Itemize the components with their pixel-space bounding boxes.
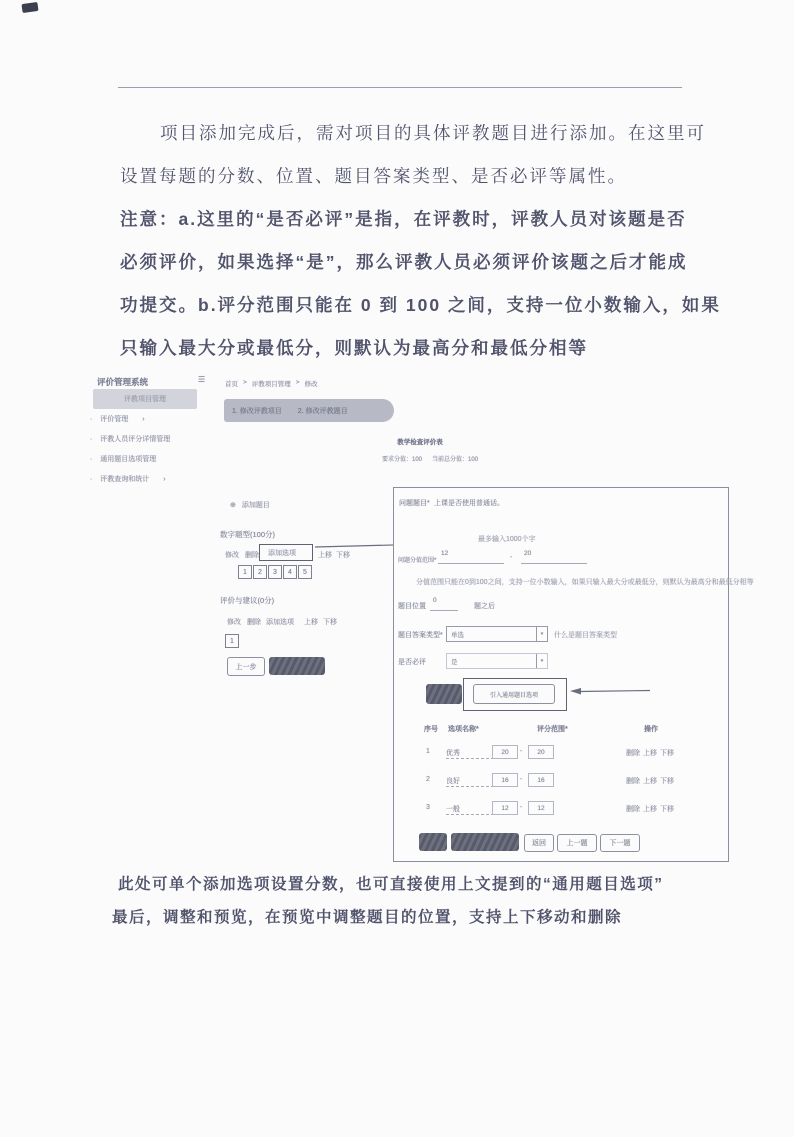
row-delete-link[interactable]: 删除 — [626, 778, 640, 785]
annotation-arrow-left — [570, 687, 652, 697]
range-dash: - — [520, 748, 523, 755]
required-score: 要求分值：100 — [382, 457, 423, 463]
note-paragraph — [120, 198, 721, 370]
answer-type-value: 单选 — [451, 631, 464, 639]
question-title-value[interactable]: 上课是否使用普通话。 — [434, 500, 504, 507]
steps-banner — [224, 399, 394, 422]
move-down-link[interactable]: 下移 — [323, 619, 337, 626]
scan-artifact — [21, 2, 38, 13]
position-label: 题目位置 — [398, 603, 426, 610]
sidebar-item-label: 评教查询和统计 — [100, 476, 150, 483]
breadcrumb-home[interactable]: 首页 — [225, 381, 238, 388]
add-option-highlight-box — [259, 544, 313, 561]
position-suffix: 题之后 — [474, 603, 495, 610]
sidebar-item-label: 评教人员评分详情管理 — [100, 436, 171, 443]
row-no: 2 — [426, 776, 430, 783]
score-summary — [382, 454, 478, 463]
previous-question-label: 上一题 — [566, 840, 588, 847]
move-up-link[interactable]: 上移 — [318, 552, 332, 559]
table-header-actions: 操作 — [644, 726, 658, 733]
back-label: 返回 — [532, 840, 546, 847]
menu-item-icon: · — [90, 476, 93, 483]
delete-link[interactable]: 删除 — [247, 619, 261, 626]
step-1-label: 1. 修改评教项目 — [232, 407, 282, 415]
note-line: 功提交。b.评分范围只能在 0 到 100 之间，支持一位小数输入，如果 — [120, 295, 721, 315]
table-header-no: 序号 — [424, 726, 438, 733]
row-delete-link[interactable]: 删除 — [626, 750, 640, 757]
sidebar-item-active[interactable] — [93, 389, 197, 409]
import-button-label: 引入通用题目选项 — [489, 692, 538, 699]
redacted-button[interactable] — [269, 657, 325, 675]
question-title-label: 问题题目* — [399, 500, 430, 507]
score-range-label: 问题分值范围* — [398, 558, 437, 564]
menu-item-icon: · — [90, 456, 93, 463]
option-name-input[interactable]: 良好 — [446, 776, 504, 787]
import-highlight-box — [463, 678, 567, 711]
row-no: 3 — [426, 804, 430, 811]
score-max-value: 20 — [524, 550, 532, 557]
option-min-input[interactable]: 20 — [492, 745, 518, 759]
previous-question-button[interactable] — [557, 834, 597, 852]
score-dash: - — [510, 554, 513, 561]
app-title: 评价管理系统 — [97, 377, 149, 387]
question-group-2-title: 评价与建议(0分) — [220, 596, 275, 605]
note-line: 只输入最大分或最低分，则默认为最高分和最低分相等 — [120, 338, 588, 358]
score-range-hint: 分值范围只能在0到100之间，支持一位小数输入，如果只输入最大分或最低分，则默认为最高分和最低分相等 — [416, 579, 754, 586]
edit-link[interactable]: 修改 — [227, 619, 241, 626]
table-header-name: 选项名称* — [448, 726, 479, 733]
sidebar-item-rater-detail-mgmt[interactable] — [90, 434, 170, 444]
previous-step-label: 上一步 — [235, 663, 257, 671]
option-min-input[interactable]: 12 — [492, 801, 518, 815]
option-name-input[interactable]: 优秀 — [446, 748, 504, 759]
question-group-1-title: 数字题型(100分) — [220, 530, 276, 539]
max-chars-hint: 最多输入1000个字 — [478, 536, 536, 543]
breadcrumb-separator: > — [243, 379, 247, 386]
edit-link[interactable]: 修改 — [225, 552, 239, 559]
row-up-link[interactable]: 上移 — [643, 806, 657, 813]
range-dash: - — [520, 776, 523, 783]
answer-type-label: 题目答案类型* — [398, 632, 443, 639]
required-select[interactable] — [446, 653, 548, 669]
row-no: 1 — [426, 748, 430, 755]
intro-line: 项目添加完成后，需对项目的具体评教题目进行添加。在这里可 — [160, 123, 706, 143]
option-name-input[interactable]: 一般 — [446, 804, 504, 815]
closing-line: 最后，调整和预览，在预览中调整题目的位置，支持上下移动和删除 — [112, 909, 623, 926]
closing-paragraph — [112, 868, 664, 934]
question-number-box[interactable]: 4 — [283, 565, 297, 579]
answer-type-help-link[interactable]: 什么是题目答案类型 — [554, 632, 617, 639]
row-down-link[interactable]: 下移 — [660, 750, 674, 757]
chevron-right-icon: › — [163, 476, 166, 483]
sidebar-item-query-stats[interactable] — [90, 474, 166, 484]
row-down-link[interactable]: 下移 — [660, 806, 674, 813]
breadcrumb — [225, 379, 318, 388]
option-max-input[interactable]: 16 — [528, 773, 554, 787]
score-max-input[interactable] — [521, 550, 587, 564]
previous-step-button[interactable] — [227, 657, 265, 676]
embedded-screenshot — [85, 368, 754, 868]
dropdown-arrow-icon: ▾ — [536, 654, 547, 668]
note-line: 注意：a.这里的“是否必评”是指，在评教时，评教人员对该题是否 — [120, 209, 687, 229]
sidebar-item-label: 评价管理 — [100, 416, 129, 423]
intro-line: 设置每题的分数、位置、题目答案类型、是否必评等属性。 — [120, 166, 627, 186]
redacted-add-option-button[interactable] — [426, 684, 462, 704]
option-max-input[interactable]: 20 — [528, 745, 554, 759]
add-question-label: 添加题目 — [241, 502, 270, 509]
dropdown-arrow-icon: ▾ — [536, 627, 547, 641]
hamburger-icon[interactable]: ☰ — [198, 375, 206, 384]
option-max-input[interactable]: 12 — [528, 801, 554, 815]
sidebar-item-label: 通用题目选项管理 — [100, 456, 157, 463]
breadcrumb-section[interactable]: 评教项目管理 — [251, 381, 291, 388]
move-up-link[interactable]: 上移 — [304, 619, 318, 626]
add-option-link[interactable]: 添加选项 — [268, 550, 296, 557]
question-edit-panel — [393, 487, 754, 862]
required-label: 是否必评 — [398, 659, 426, 666]
menu-item-icon: · — [90, 436, 93, 443]
step-2-label: 2. 修改评教题目 — [297, 407, 348, 415]
table-header-range: 评分范围* — [537, 726, 568, 733]
delete-link[interactable]: 删除 — [245, 552, 259, 559]
plus-circle-icon: ⊕ — [230, 502, 236, 509]
row-down-link[interactable]: 下移 — [660, 778, 674, 785]
menu-item-icon: · — [90, 416, 93, 423]
score-min-input[interactable] — [438, 550, 504, 564]
row-up-link[interactable]: 上移 — [643, 778, 657, 785]
redacted-save-button[interactable] — [419, 833, 447, 851]
back-button[interactable] — [524, 834, 554, 852]
score-min-value: 12 — [441, 550, 449, 557]
next-question-button[interactable] — [600, 834, 640, 852]
add-question-button[interactable] — [230, 500, 270, 510]
row-up-link[interactable]: 上移 — [643, 750, 657, 757]
position-input[interactable] — [430, 597, 458, 611]
question-number-box[interactable]: 3 — [268, 565, 282, 579]
required-value: 是 — [451, 658, 458, 666]
move-down-link[interactable]: 下移 — [336, 552, 350, 559]
sidebar-item-evaluation-mgmt[interactable] — [90, 414, 145, 424]
question-number-box[interactable]: 1 — [238, 565, 252, 579]
breadcrumb-separator: > — [295, 379, 300, 386]
redacted-save-continue-button[interactable] — [451, 833, 519, 851]
chevron-right-icon: › — [142, 416, 145, 423]
add-option-link[interactable]: 添加选项 — [266, 619, 294, 626]
question-number-box[interactable]: 1 — [225, 634, 239, 648]
import-common-options-button[interactable] — [473, 684, 555, 704]
closing-line: 此处可单个添加选项设置分数，也可直接使用上文提到的“通用题目选项” — [118, 876, 664, 893]
note-line: 必须评价，如果选择“是”，那么评教人员必须评价该题之后才能成 — [120, 252, 688, 272]
intro-paragraph — [120, 112, 706, 198]
next-question-label: 下一题 — [609, 840, 631, 847]
sidebar-item-label: 评教项目管理 — [124, 396, 166, 403]
form-title: 教学检查评价表 — [397, 439, 443, 446]
divider-line — [118, 87, 682, 88]
row-delete-link[interactable]: 删除 — [626, 806, 640, 813]
sidebar-item-common-options-mgmt[interactable] — [90, 454, 156, 464]
current-score: 当前总分值：100 — [432, 457, 479, 463]
option-min-input[interactable]: 16 — [492, 773, 518, 787]
range-dash: - — [520, 804, 523, 811]
position-value: 0 — [433, 597, 437, 604]
question-number-box[interactable]: 2 — [253, 565, 267, 579]
question-number-box[interactable]: 5 — [298, 565, 312, 579]
breadcrumb-current: 修改 — [304, 381, 318, 388]
answer-type-select[interactable] — [446, 626, 548, 642]
